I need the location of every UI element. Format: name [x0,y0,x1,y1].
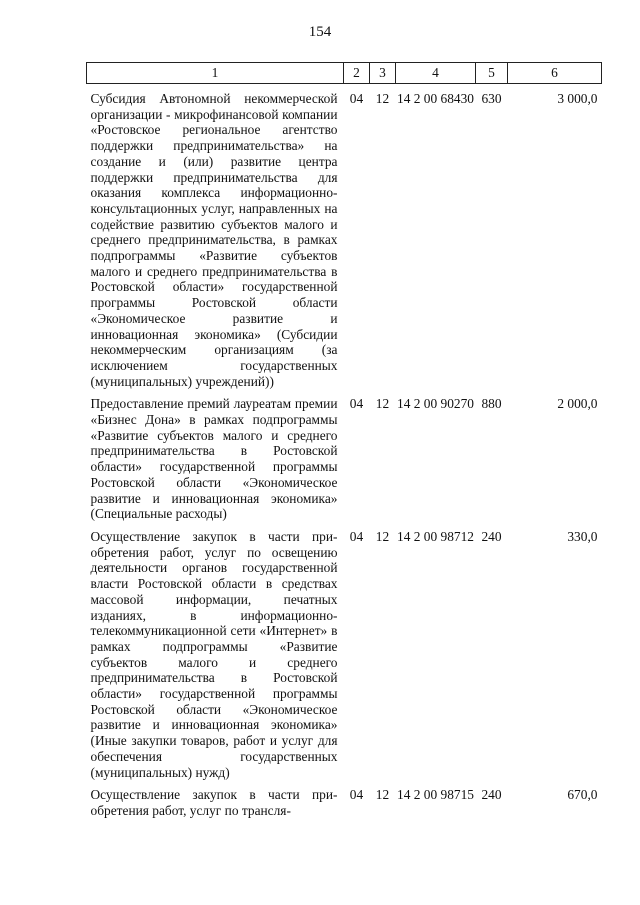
header-col-4: 4 [396,63,476,84]
header-col-1: 1 [87,63,344,84]
row-amount: 670,0 [567,787,598,803]
budget-table [86,62,602,819]
row-description: Осуществление закупок в части приобретения работ, услуг по трансля- [90,787,338,818]
row-expense-type-code: 240 [481,787,502,803]
row-description: Субсидия Автономной некоммерческой организации - микрофинансовой компании «Ростовское региональное агентство поддержки предпринимательства» на создание и (или) развитие центра поддержки предпринимательства для оказания комплекса информационно-консультационных услуг, направленных на содействие развитию субъектов малого и среднего предпринимательства, в рамках подпрограммы «Развитие субъектов малого и среднего предпринимательства в Ростовской области» государственной программы Ростовской области «Экономическое развитие и инновационная экономика» (Субсидии некоммерческим организациям (за исключением государственных (муниципальных) учреждений)) [90,91,338,389]
row-expense-type-code: 630 [481,91,502,106]
table-row [87,529,602,787]
page-number: 154 [308,24,332,40]
row-subsection-code: 12 [375,396,390,412]
row-amount: 3 000,0 [557,91,598,106]
row-target-article-code: 14 2 00 98712 [397,528,474,544]
row-section-code: 04 [349,528,364,544]
row-target-article-code: 14 2 00 98715 [397,787,474,803]
row-subsection-code: 12 [375,528,390,544]
row-expense-type-code: 880 [481,396,502,412]
row-amount: 330,0 [567,528,598,544]
table-row [87,787,602,818]
header-col-5: 5 [476,63,508,84]
row-target-article-code: 14 2 00 90270 [397,396,474,412]
header-col-3: 3 [370,63,396,84]
header-col-6: 6 [508,63,602,84]
row-section-code: 04 [349,91,364,106]
table-row [87,84,602,397]
row-subsection-code: 12 [375,91,390,106]
row-subsection-code: 12 [375,787,390,803]
table-row [87,396,602,529]
row-description: Предоставление премий лауреатам премии «Бизнес Дона» в рамках подпрограммы «Развитие субъектов малого и среднего предпринимательства в Ростовской области» государственной программы Ростовской области «Экономическое развитие и инновационная экономика» (Специальные расходы) [90,396,338,522]
row-section-code: 04 [349,787,364,803]
row-section-code: 04 [349,396,364,412]
table-header [87,63,602,84]
row-target-article-code: 14 2 00 68430 [397,91,474,106]
header-col-2: 2 [344,63,370,84]
row-description: Осуществление закупок в части приобретения работ, услуг по освещению деятельности органов государственной власти Ростовской области в средствах массовой информации, печатных изданиях, в информационно-телекоммуникационной сети «Интернет» в рамках подпрограммы «Развитие субъектов малого и среднего предпринимательства в Ростовской области» государственной программы Ростовской области «Экономическое развитие и инновационная экономика» (Иные закупки товаров, работ и услуг для обеспечения государственных (муниципальных) нужд) [90,528,338,780]
row-expense-type-code: 240 [481,528,502,544]
row-amount: 2 000,0 [557,396,598,412]
